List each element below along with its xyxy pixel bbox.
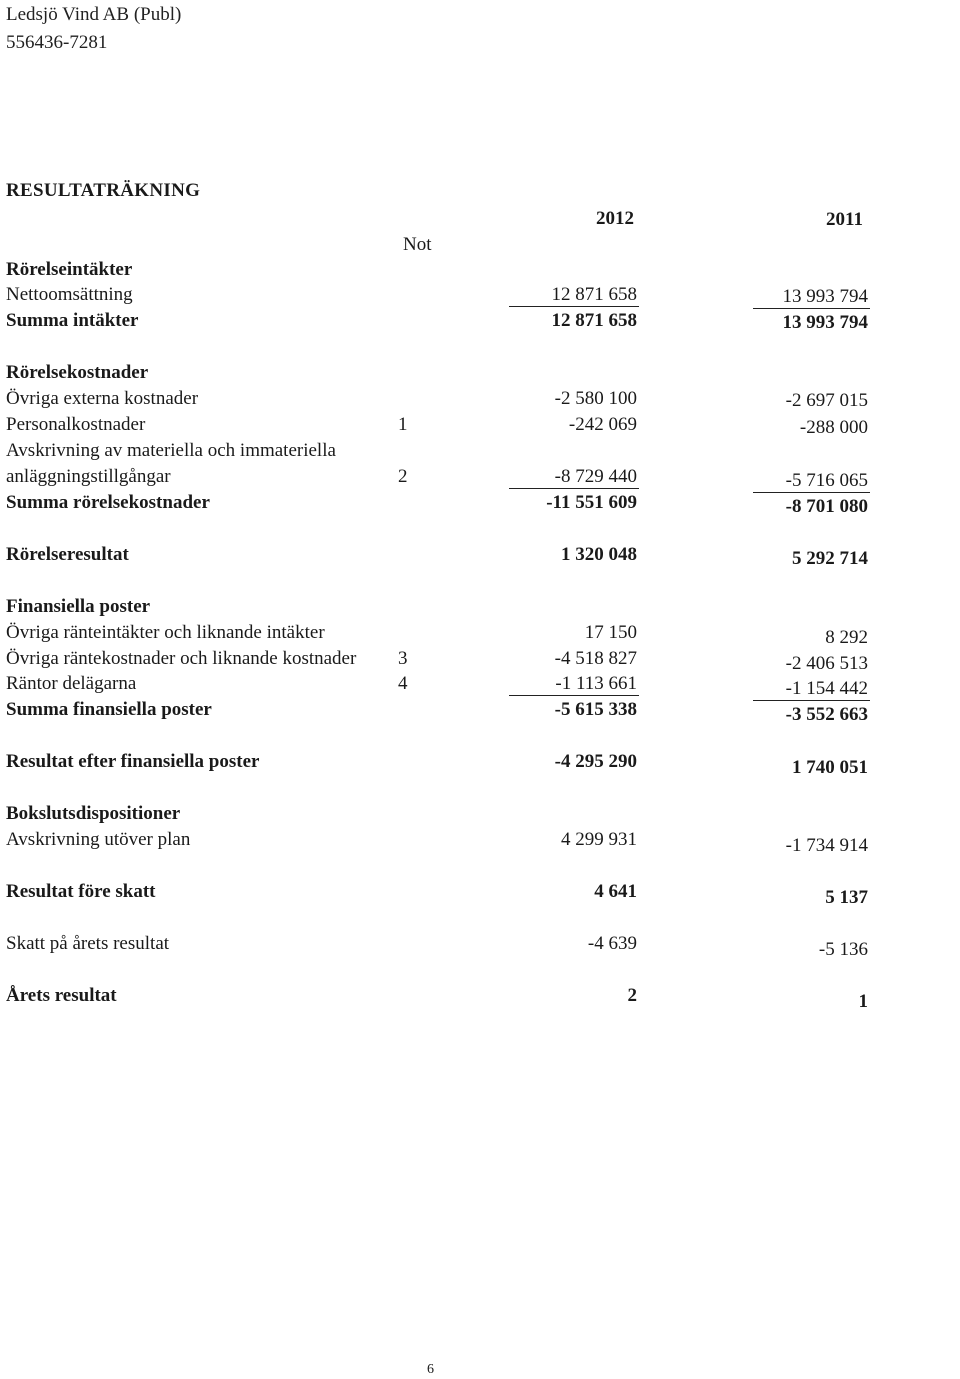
value-2011: -1 734 914 (785, 835, 868, 856)
row-label: Personalkostnader (6, 414, 146, 435)
value-2012: 4 299 931 (561, 829, 637, 850)
row-label: Avskrivning utöver plan (6, 829, 191, 850)
value-2011: -2 406 513 (785, 653, 868, 674)
row-label: Summa intäkter (6, 310, 139, 331)
sum-underline-2012 (509, 488, 639, 489)
value-2012: -5 615 338 (554, 699, 637, 720)
table-row (0, 388, 960, 412)
value-2012: 12 871 658 (551, 310, 637, 331)
table-row (0, 673, 960, 697)
row-label: Årets resultat (6, 985, 117, 1006)
table-row (0, 699, 960, 723)
year-2012-header: 2012 (596, 208, 634, 229)
value-2012: -242 069 (568, 414, 637, 435)
org-number: 556436-7281 (6, 32, 108, 53)
table-row (0, 985, 960, 1012)
table-row (0, 284, 960, 308)
table-row (0, 362, 960, 386)
table-row (0, 544, 960, 568)
value-2012: -1 113 661 (555, 673, 637, 694)
value-2011: 13 993 794 (782, 312, 868, 333)
value-2011: 1 740 051 (792, 757, 868, 778)
value-2011: -8 701 080 (785, 496, 868, 517)
table-row (0, 829, 960, 856)
table-row (0, 596, 960, 620)
value-2012: 1 320 048 (561, 544, 637, 565)
value-2011: -5 136 (818, 939, 868, 960)
sum-underline-2011 (753, 700, 870, 701)
value-2011: -3 552 663 (785, 704, 868, 725)
value-2012: 17 150 (584, 622, 637, 643)
value-2012: 12 871 658 (551, 284, 637, 305)
table-row (0, 414, 960, 438)
row-note: 1 (398, 414, 408, 435)
table-row (0, 259, 960, 283)
value-2011: 8 292 (825, 627, 868, 648)
value-2012: -4 295 290 (554, 751, 637, 772)
row-label: Övriga räntekostnader och liknande kostnader (6, 648, 357, 669)
value-2011: 5 137 (825, 887, 868, 908)
sum-underline-2012 (509, 306, 639, 307)
value-2012: -4 518 827 (554, 648, 637, 669)
value-2011: -288 000 (799, 417, 868, 438)
row-label: Skatt på årets resultat (6, 933, 170, 954)
sum-underline-2011 (753, 308, 870, 309)
value-2011: -5 716 065 (785, 470, 868, 491)
table-row (0, 310, 960, 334)
value-2012: -2 580 100 (554, 388, 637, 409)
year-2011-header: 2011 (826, 209, 863, 230)
value-2012: -4 639 (587, 933, 637, 954)
value-2012: 4 641 (594, 881, 637, 902)
table-row (0, 933, 960, 960)
value-2012: -11 551 609 (546, 492, 637, 513)
row-label: Rörelseintäkter (6, 259, 133, 280)
row-label: Övriga externa kostnader (6, 388, 199, 409)
value-2011: 1 (858, 991, 868, 1012)
row-note: 3 (398, 648, 408, 669)
row-note: 2 (398, 466, 408, 487)
page-number: 6 (427, 1362, 434, 1377)
table-row (0, 622, 960, 646)
row-label: Räntor delägarna (6, 673, 137, 694)
row-label: Finansiella poster (6, 596, 151, 617)
table-row (0, 466, 960, 490)
table-row (0, 751, 960, 778)
row-label: Avskrivning av materiella och immateriella (6, 440, 336, 461)
row-label: Resultat efter finansiella poster (6, 751, 260, 772)
row-note: 4 (398, 673, 408, 694)
table-row (0, 881, 960, 908)
value-2012: 2 (627, 985, 637, 1006)
row-label: Övriga ränteintäkter och liknande intäkter (6, 622, 325, 643)
value-2012: -8 729 440 (554, 466, 637, 487)
row-label: Summa finansiella poster (6, 699, 212, 720)
sum-underline-2011 (753, 492, 870, 493)
row-label: Rörelseresultat (6, 544, 129, 565)
statement-title: RESULTATRÄKNING (6, 180, 201, 201)
table-row (0, 803, 960, 827)
table-row (0, 492, 960, 516)
table-row (0, 648, 960, 672)
row-label: Resultat före skatt (6, 881, 156, 902)
note-column-header: Not (403, 234, 432, 255)
table-row (0, 440, 960, 464)
row-label: Summa rörelsekostnader (6, 492, 210, 513)
row-label: anläggningstillgångar (6, 466, 171, 487)
sum-underline-2012 (509, 695, 639, 696)
row-label: Bokslutsdispositioner (6, 803, 181, 824)
company-name: Ledsjö Vind AB (Publ) (6, 4, 182, 25)
row-label: Nettoomsättning (6, 284, 133, 305)
value-2011: 13 993 794 (782, 286, 868, 307)
value-2011: -2 697 015 (785, 390, 868, 411)
value-2011: 5 292 714 (792, 548, 868, 569)
value-2011: -1 154 442 (785, 678, 868, 699)
row-label: Rörelsekostnader (6, 362, 149, 383)
